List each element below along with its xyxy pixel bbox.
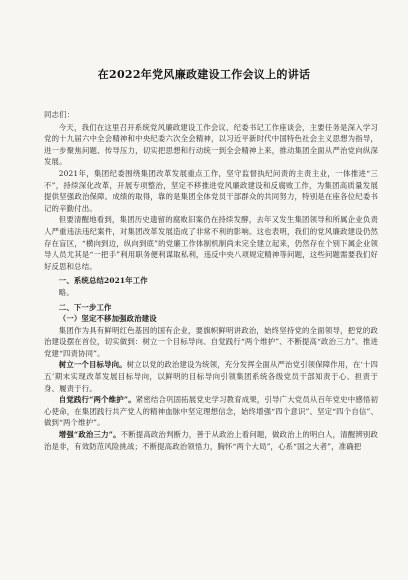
salutation: 同志们：: [44, 110, 75, 119]
document-title: 在2022年党风廉政建设工作会议上的讲话: [97, 68, 311, 81]
item-3-lead: 增强“政治三力”。: [58, 430, 121, 440]
section-2-heading: 二、下一步工作: [58, 302, 112, 312]
item-3-paragraph: [44, 429, 378, 452]
item-2-lead: 自觉践行“两个维护”。: [58, 395, 136, 405]
subsection-1-text: 集团作为具有鲜明红色基因的国有企业，要旗帜鲜明讲政治，始终坚持党的全面领导，把党的政治建设摆在首位，切实做到：树立一个目标导向、自觉践行“两个维护”、不断提高“政治三力”、推进党建“四责协同”。: [44, 325, 378, 358]
item-3-text: 不断提高政治判断力，善于从政治上看问题，做政治上的明白人，清醒辨别政治是非，有效防范风险挑战；不断提高政治领悟力，胸怀“两个大局”，心系“国之大者”，准确把: [44, 430, 378, 451]
document-body: [44, 109, 378, 452]
intro-paragraph-1: 今天，我们在这里召开系统党风廉政建设工作会议、纪委书记工作座谈会，主要任务是深入学习党的十九届六中全会精神和中央纪委六次全会精神，以习近平新时代中国特色社会主义思想为指导，进一步聚焦问题、传导压力，切实把思想和行动统一到全会精神上来，推动集团全面从严治党向纵深发展。: [44, 122, 378, 167]
item-2-paragraph: [44, 394, 378, 429]
section-1-omitted: 略。: [58, 287, 74, 297]
item-1-paragraph: [44, 359, 378, 394]
item-1-lead: 树立一个目标导向。: [58, 360, 127, 370]
intro-paragraph-2: 2021年，集团纪委围绕集团改革发展重点工作，坚守监督执纪问责的主责主业，一体推进“三不”，持续深化改革，开展专项整治，坚定不移推进党风廉政建设和反腐败工作，为集团高质量发展提供坚强政治保障。成绩的取得，靠的是集团全体党员干部群众的共同努力，特别是在座各位纪委书记的辛勤付出。: [44, 168, 378, 213]
item-1-text: 树立以党的政治建设为统领，充分发挥全面从严治党引领保障作用，在‘十四五’期末实现改革发展目标导向，以鲜明的目标导向引领集团系统各级党员干部知责于心、担责于身、履责于行。: [44, 360, 379, 393]
section-1-heading: 一、系统总结2021年工作: [58, 276, 148, 286]
item-2-text: 紧密结合巩固拓展党史学习教育成果，引导广大党员从百年党史中感悟初心使命，在集团践行共产党人的精神血脉中坚定理想信念，始终增强“四个意识”、坚定“四个自信”、做到“两个维护”。: [44, 395, 378, 428]
intro-paragraph-3: 但要清醒地看到，集团历史遗留的腐败旧案仍在持续发酵，去年又发生集团领导和所属企业负责人严重违法违纪案件，对集团改革发展造成了非常不利的影响。这也表明，我们的党风廉政建设仍然存在盲区，“横向到边，纵向到底”的党廉工作体制机制尚未完全建立起来，仍然存在个别下属企业领导人员尤其是“一把手”利用职务便利谋取私利，违反中央八项规定精神等问题，这些问题需要我们好好反思和总结。: [44, 215, 378, 271]
subsection-1-heading: （一）坚定不移加强政治建设: [58, 314, 157, 324]
